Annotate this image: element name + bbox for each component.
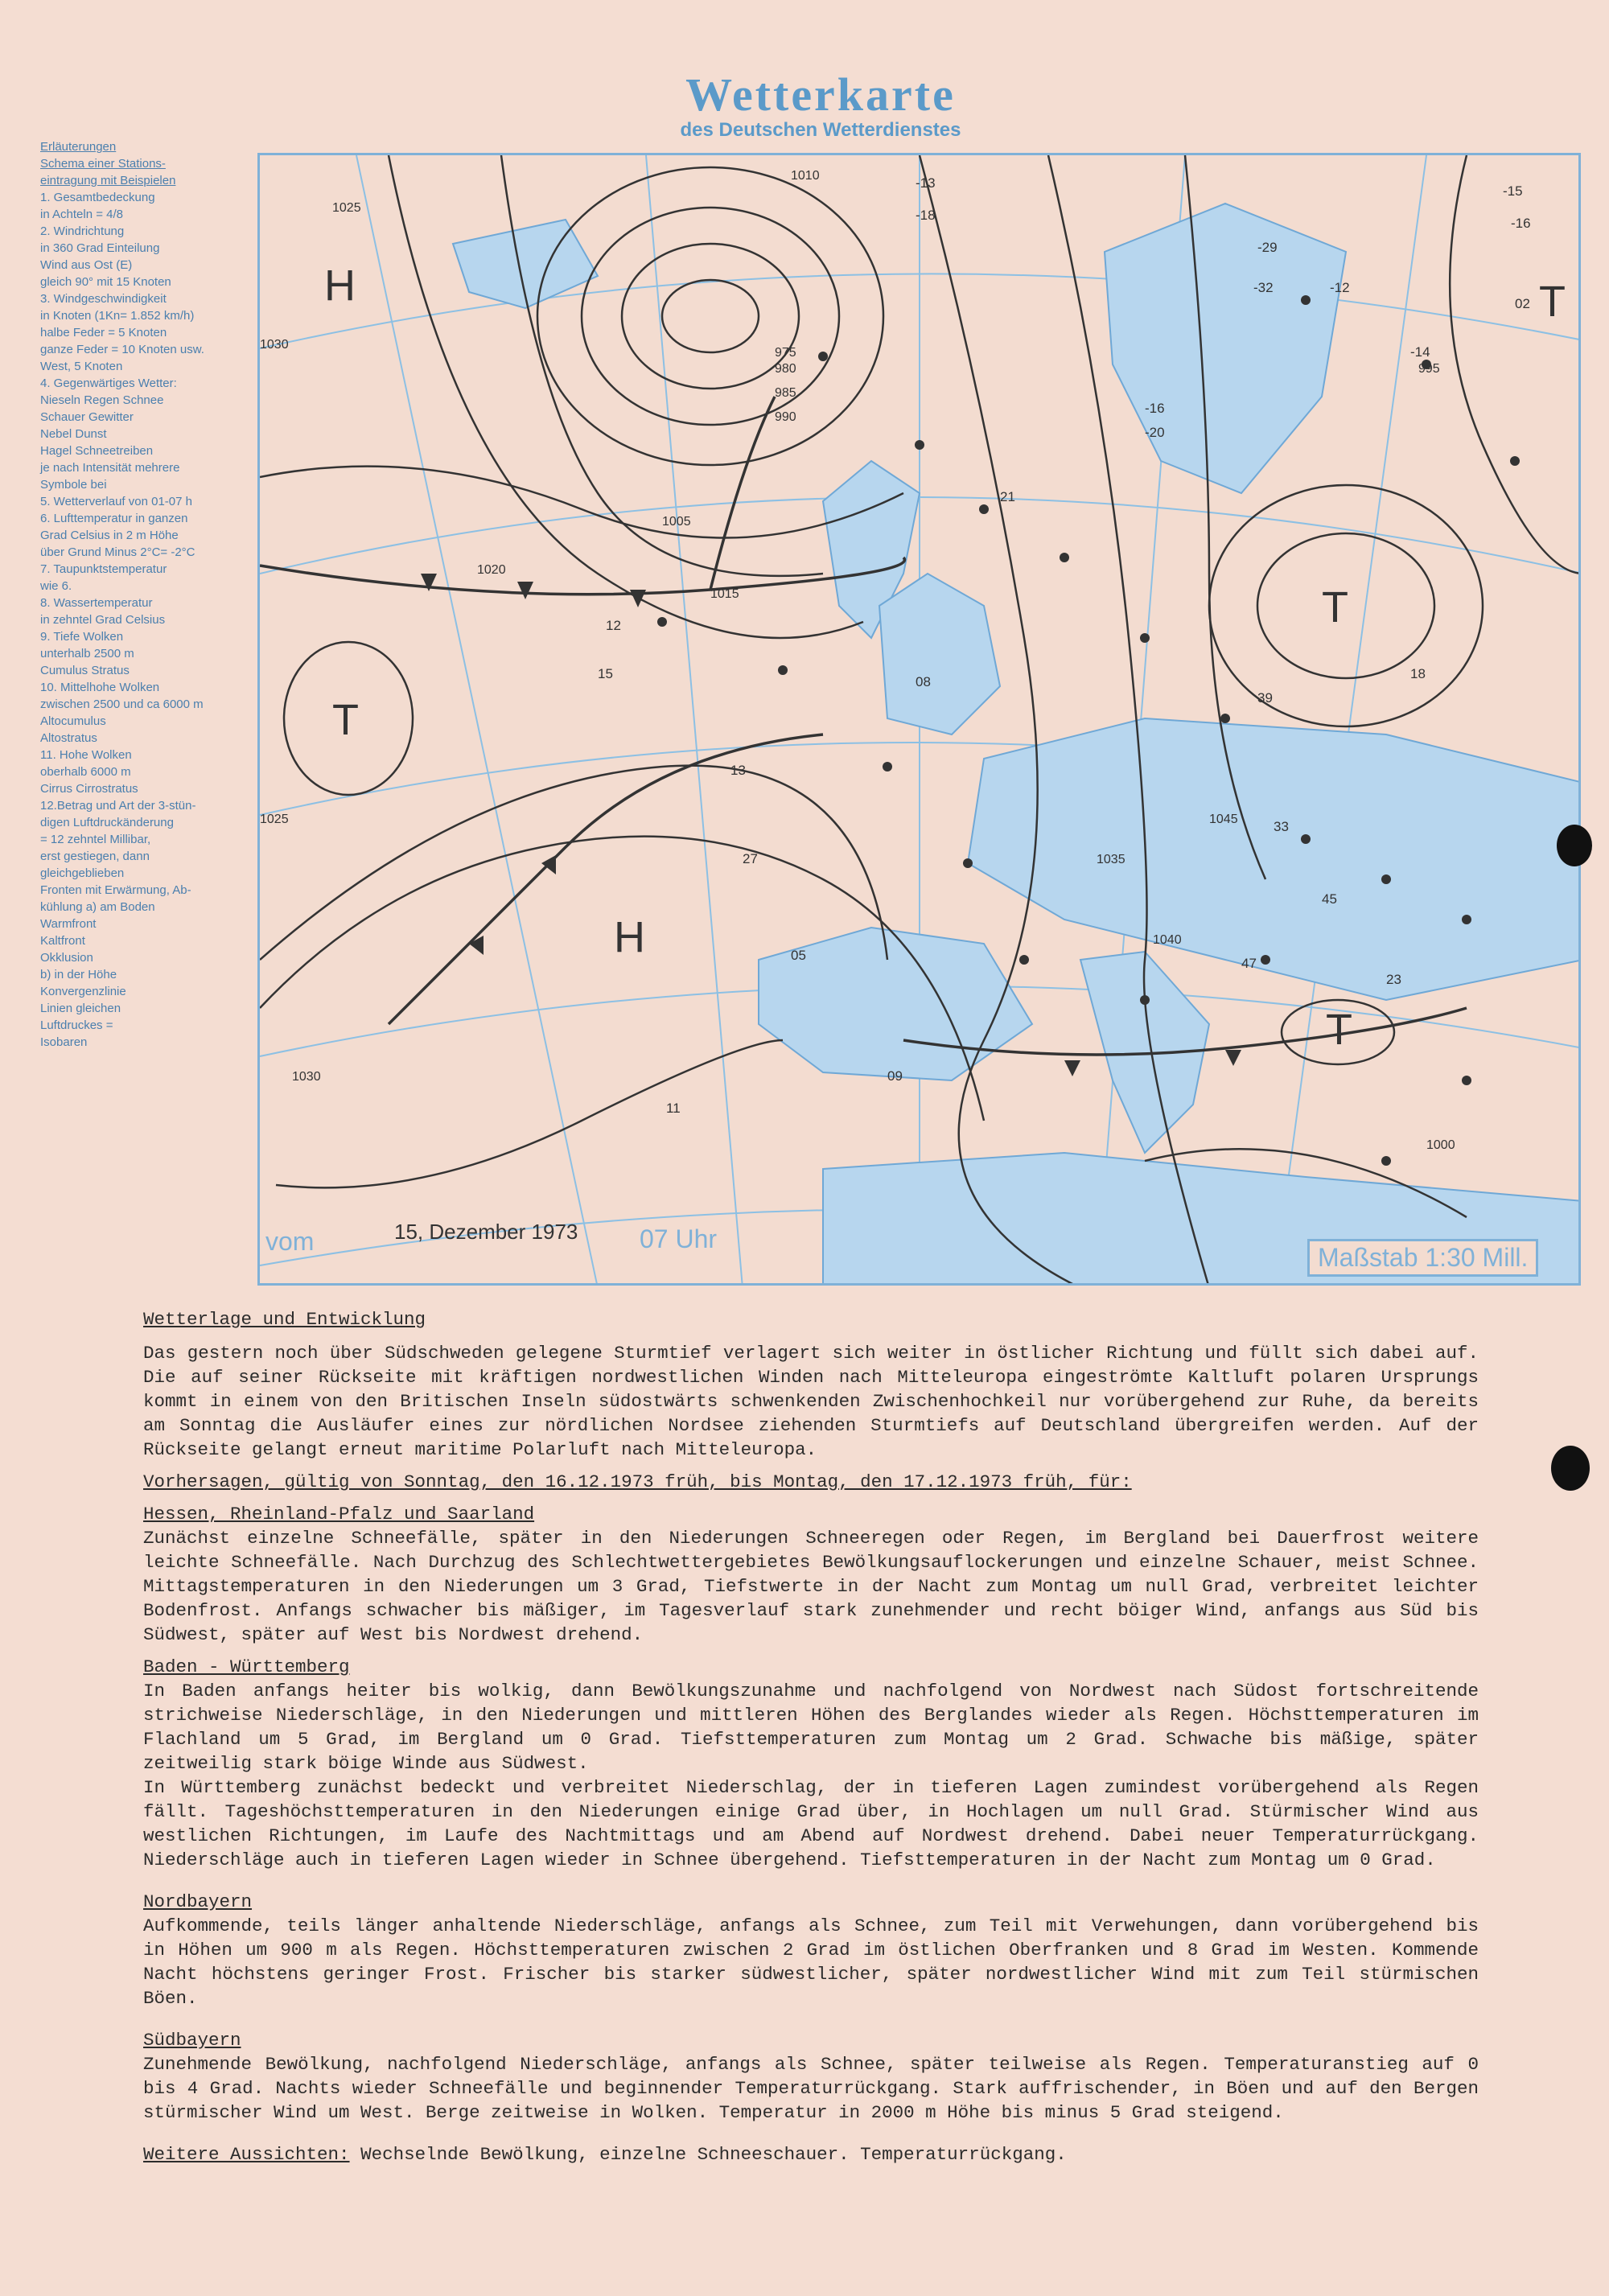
svg-text:-32: -32 [1253,280,1274,295]
svg-text:08: 08 [916,674,931,689]
text-wetterlage: Das gestern noch über Südschweden gelegene Sturmtief verlagert sich weiter in östlicher Richtung und füllt sich dabei auf. Die auf seiner Rückseite mit kräftigen nordwestlichen Winden nach Mitteleuropa eingeströmte Kaltluft polaren Ursprungs kommt in einem von den Britischen Inseln südostwärts schwenkenden Zwischenhochkeil nur vorübergehend zur Ruhe, da bereits am Sonntag die Ausläufer eines zur nördlichen Nordsee ziehenden Sturmtiefs auf Deutschland übergreifen werden. Auf der Rückseite gelangt erneut maritime Polarluft nach Mitteleuropa. [143,1343,1479,1460]
legend-line: 9. Tiefe Wolken [40,630,124,644]
legend-line: Warmfront [40,917,97,931]
legend-line: in Achteln = 4/8 [40,208,123,221]
text-baden-2: In Württemberg zunächst bedeckt und verbreitet Niederschlag, der in tieferen Lagen zumindest vorübergehend als Regen fällt. Tageshöchsttemperaturen in den Niederungen einige Grad über, in Hochlagen um null Grad. Stürmischer Wind aus westlichen Richtungen, im Laufe des Nachtmittags und am Abend auf Nordwest drehend. Dabei neuer Temperaturrückgang. Niederschläge auch in tieferen Lagen wieder in Schnee übergehend. Tiefsttemperaturen in der Nacht zum Montag um 0 Grad. [143,1777,1479,1870]
heading-wetterlage: Wetterlage und Entwicklung [143,1309,426,1330]
svg-text:-29: -29 [1257,240,1278,255]
legend-line: 5. Wetterverlauf von 01-07 h [40,495,192,508]
text-hessen: Zunächst einzelne Schneefälle, später in den Niederungen Schneeregen oder Regen, im Bergland bei Dauerfrost weitere leichte Schneefälle. Nach Durchzug des Schlechtwettergebietes Bewölkungsauflockerungen und einzelne Schauer, meist Schnee. Mittagstemperaturen in den Niederungen um 3 Grad, Tiefstwerte in der Nacht zum Montag um null Grad, verbreitet leichter Bodenfrost. Anfangs schwacher bis mäßiger, im Tagesverlauf stark zunehmender und recht böiger Wind, anfangs aus Süd bis Südwest, später auf West bis Nordwest drehend. [143,1528,1479,1645]
legend-line: Altocumulus [40,714,106,728]
isobar-label: 1040 [1153,933,1182,947]
legend-line: 2. Windrichtung [40,224,125,238]
legend-line: in zehntel Grad Celsius [40,613,166,627]
center-low-2: T [1322,583,1348,632]
heading-vorhersage: Vorhersagen, gültig von Sonntag, den 16.12.1973 früh, bis Montag, den 17.12.1973 früh, für: [143,1471,1132,1492]
legend-line: 11. Hohe Wolken [40,748,132,762]
map-time: 07 Uhr [640,1224,718,1253]
isobar-label: 1015 [710,587,739,601]
legend-line: 4. Gegenwärtiges Wetter: [40,376,177,390]
legend-line: ganze Feder = 10 Knoten usw. [40,343,204,356]
legend-line: Cumulus Stratus [40,664,130,677]
legend-line: Konvergenzlinie [40,985,126,998]
map-date: 15, Dezember 1973 [394,1220,578,1244]
legend-line: über Grund Minus 2°C= -2°C [40,545,195,559]
isobar-label: 1025 [332,201,361,215]
svg-text:-16: -16 [1511,216,1531,231]
outlook [143,2142,1479,2166]
legend-line: Kaltfront [40,934,85,948]
svg-text:-14: -14 [1410,344,1430,360]
legend-line: Erläuterungen [40,140,117,154]
svg-text:23: 23 [1386,972,1401,987]
svg-text:11: 11 [666,1101,681,1116]
map-date-prefix: vom [265,1227,315,1256]
forecast-report [143,1307,1479,2166]
svg-text:02: 02 [1515,296,1530,311]
isobar-label: 1025 [260,813,289,826]
legend-line: Nieseln Regen Schnee [40,393,164,407]
legend-line: kühlung a) am Boden [40,900,155,914]
isobar-label: 1005 [662,515,691,529]
legend-line: Fronten mit Erwärmung, Ab- [40,883,191,897]
isobar-label: 1030 [292,1070,321,1084]
heading-suedbayern: Südbayern [143,2030,241,2051]
center-high-1: H [324,261,356,310]
legend-line: Okklusion [40,951,93,965]
svg-text:15: 15 [598,666,613,681]
legend-line: gleichgeblieben [40,866,125,880]
outlook-label: Weitere Aussichten: [143,2144,350,2165]
outlook-text: Wechselnde Bewölkung, einzelne Schneeschauer. Temperaturrückgang. [360,2144,1067,2165]
legend-line: je nach Intensität mehrere [40,461,180,475]
legend-line: = 12 zehntel Millibar, [40,833,151,846]
legend-line: digen Luftdruckänderung [40,816,174,829]
svg-text:47: 47 [1241,956,1257,971]
isobar-label: 975 [775,346,796,360]
svg-text:-12: -12 [1330,280,1350,295]
svg-text:-15: -15 [1503,183,1523,199]
legend-line: West, 5 Knoten [40,360,123,373]
svg-text:09: 09 [887,1068,903,1084]
legend-line: Grad Celsius in 2 m Höhe [40,529,179,542]
svg-text:-18: -18 [916,208,936,223]
text-baden-1: In Baden anfangs heiter bis wolkig, dann Bewölkungszunahme und nachfolgend von Nordwest nach Südost fortschreitende strichweise Niederschläge, in den Niederungen und mittleren Höhen des Berglandes wieder als Regen. Höchsttemperaturen im Flachland um 5 Grad, im Bergland um 0 Grad. Tiefsttemperaturen zum Montag um 2 Grad. Schwache bis mäßige, später zeitweilig stark böige Winde aus Südwest. [143,1681,1479,1774]
legend-line: Symbole bei [40,478,107,492]
svg-text:27: 27 [743,851,758,866]
punch-hole-top [1557,825,1592,866]
legend-line: Altostratus [40,731,97,745]
legend-line: Wind aus Ost (E) [40,258,133,272]
svg-text:-20: -20 [1145,425,1165,440]
legend-line: 8. Wassertemperatur [40,596,153,610]
isobar-label: 985 [775,386,796,400]
punch-hole-bottom [1551,1446,1590,1491]
isobar-label: 990 [775,410,796,424]
legend-line: Cirrus Cirrostratus [40,782,138,796]
isobar-label: 1030 [260,338,289,352]
legend-line: Luftdruckes = [40,1018,113,1032]
svg-text:18: 18 [1410,666,1426,681]
legend-line: Isobaren [40,1035,88,1049]
legend-line: Nebel Dunst [40,427,107,441]
legend-line: gleich 90° mit 15 Knoten [40,275,171,289]
isobar-label: 1020 [477,563,506,577]
legend-line: Schauer Gewitter [40,410,134,424]
center-low-3: T [1326,1006,1352,1054]
page-title: Wetterkarte [685,68,956,121]
legend-line: erst gestiegen, dann [40,850,150,863]
svg-text:39: 39 [1257,690,1273,706]
heading-nordbayern: Nordbayern [143,1891,253,1912]
legend-line: 7. Taupunktstemperatur [40,562,167,576]
isobar-label: 995 [1418,362,1440,376]
isobar-label: 1000 [1426,1138,1455,1152]
map-drawing [260,155,1581,1286]
map-scale: Maßstab 1:30 Mill. [1307,1239,1538,1277]
heading-hessen: Hessen, Rheinland-Pfalz und Saarland [143,1504,535,1524]
svg-text:-16: -16 [1145,401,1165,416]
svg-text:45: 45 [1322,891,1337,907]
heading-baden: Baden - Württemberg [143,1656,350,1677]
legend-line: in 360 Grad Einteilung [40,241,160,255]
svg-text:05: 05 [791,948,806,963]
isobar-label: 1045 [1209,813,1238,826]
text-nordbayern: Aufkommende, teils länger anhaltende Niederschläge, anfangs als Schnee, zum Teil mit Verwehungen, dann vorübergehend bis in Höhen um 900 m als Regen. Höchsttemperaturen zwischen 2 Grad im östlichen Oberfranken und 8 Grad im Westen. Kommende Nacht höchstens geringer Frost. Frischer bis starker südwestlicher, später nordwestlicher Wind mit zum Teil stürmischen Böen. [143,1915,1479,2009]
text-suedbayern: Zunehmende Bewölkung, nachfolgend Niederschläge, anfangs als Schnee, später teilweise als Regen. Temperaturanstieg auf 0 bis 4 Grad. Nachts wieder Schneefälle und beginnender Temperaturrückgang. Stark auffrischender, in Böen und auf den Bergen stürmischer Wind um West. Berge zeitweise in Wolken. Temperatur in 2000 m Höhe bis minus 5 Grad steigend. [143,2054,1479,2123]
legend-line: unterhalb 2500 m [40,647,134,660]
legend-line: 6. Lufttemperatur in ganzen [40,512,188,525]
legend-line: Schema einer Stations- [40,157,166,171]
legend-line: eintragung mit Beispielen [40,174,176,187]
legend-line: oberhalb 6000 m [40,765,131,779]
legend-line: zwischen 2500 und ca 6000 m [40,697,204,711]
legend-line: b) in der Höhe [40,968,117,981]
legend-line: 10. Mittelhohe Wolken [40,681,160,694]
legend-line: halbe Feder = 5 Knoten [40,326,167,339]
isobar-label: 1010 [791,169,820,183]
legend-line: Hagel Schneetreiben [40,444,154,458]
legend-line: 3. Windgeschwindigkeit [40,292,167,306]
legend-line: wie 6. [40,579,72,593]
center-low-4: T [1539,278,1566,326]
header [611,68,1030,142]
svg-text:-13: -13 [916,175,936,191]
station-values [598,175,1531,1116]
legend-line: in Knoten (1Kn= 1.852 km/h) [40,309,195,323]
weather-map [257,153,1581,1286]
svg-text:33: 33 [1274,819,1289,834]
isobar-label: 1035 [1097,853,1125,866]
center-high-2: H [614,913,645,961]
legend [40,138,257,1051]
isobar-label: 980 [775,362,796,376]
page-subtitle: des Deutschen Wetterdienstes [680,119,961,141]
svg-text:13: 13 [730,763,746,778]
svg-text:12: 12 [606,618,621,633]
svg-text:21: 21 [1000,489,1015,504]
legend-line: 12.Betrag und Art der 3-stün- [40,799,196,813]
legend-line: Linien gleichen [40,1002,121,1015]
legend-line: 1. Gesamtbedeckung [40,191,155,204]
center-low-1: T [332,696,359,744]
